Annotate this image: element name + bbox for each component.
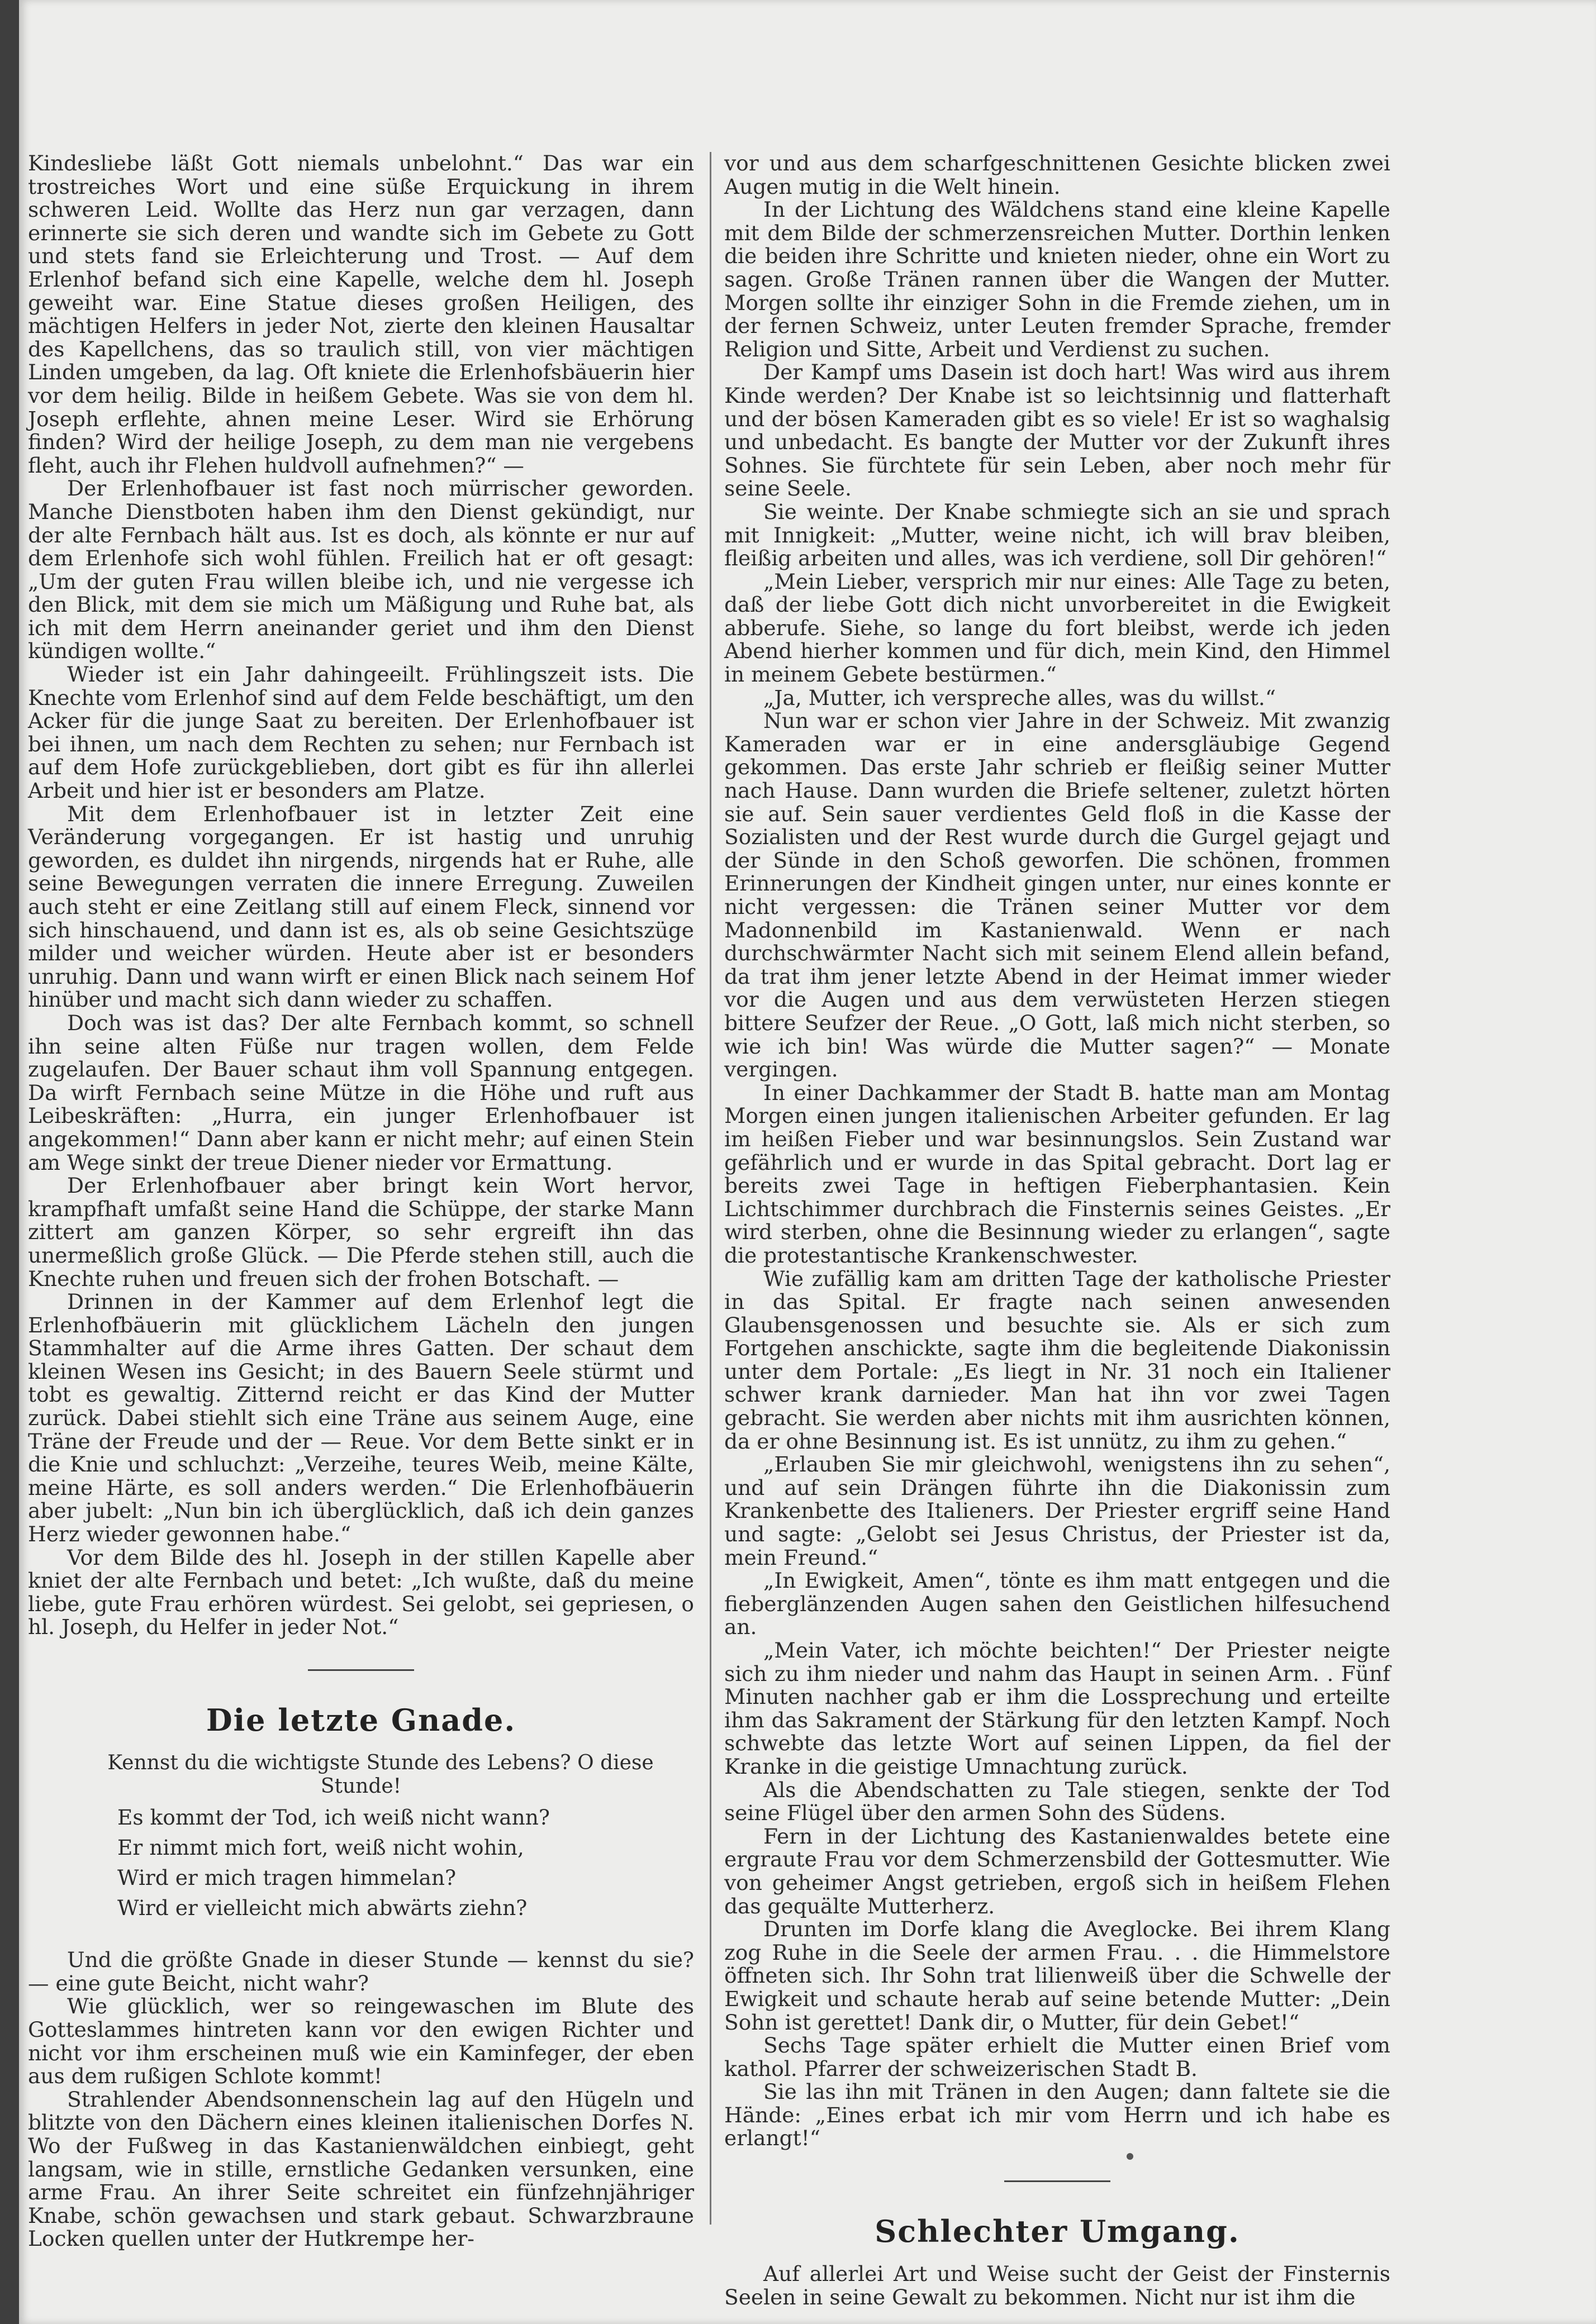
paragraph: Auf allerlei Art und Weise sucht der Geist der Finsternis Seelen in seine Gewalt zu bekommen. Nicht nur ist ihm die [724,2261,1390,2309]
poem-line: Wird er mich tragen himmelan? [117,1865,457,1890]
paragraph: Strahlender Abendsonnenschein lag auf den Hügeln und blitzte von den Dächern eines kleinen italienischen Dorfes N. Wo der Fußweg in das Kastanienwäldchen einbiegt, geht langsam, wie in stille, ernstliche Gedanken versunken, eine arme Frau. An ihrer Seite schreitet ein fünfzehnjähriger Knabe, schön gewachsen und stark gebaut. Schwarzbraune Locken quellen unter der Hutkrempe her- [28,2087,694,2251]
ink-dot [1127,2153,1133,2160]
book-spine [0,0,19,2324]
section-heading: Schlechter Umgang. [875,2213,1240,2250]
paragraph: Doch was ist das? Der alte Fernbach kommt, so schnell ihn seine alten Füße nur tragen wollen, dem Felde zugelaufen. Der Bauer schaut ihm voll Spannung entgegen. Da wirft Fernbach seine Mütze in die Höhe und ruft aus Leibeskräften: „Hurra, ein junger Erlenhofbauer ist angekommen!“ Dann aber kann er nicht mehr; auf einen Stein am Wege sinkt der treue Diener nieder vor Ermattung. [28,1010,694,1175]
paragraph: Wie glücklich, wer so reingewaschen im Blute des Gotteslammes hintreten kann vor den ewigen Richter und nicht vor ihm erscheinen muß wie ein Kaminfeger, der eben aus dem rußigen Schlote kommt! [28,1994,694,2089]
paragraph: Kindesliebe läßt Gott niemals unbelohnt.“ Das war ein trostreiches Wort und eine süße Erquickung in ihrem schweren Leid. Wollte das Herz nun gar verzagen, dann erinnerte sie sich deren und wandte sich im Gebete zu Gott und stets fand sie Erleichterung und Trost. — Auf dem Erlenhof befand sich eine Kapelle, welche dem hl. Joseph geweiht war. Eine Statue dieses großen Heiligen, des mächtigen Helfers in jeder Not, zierte den kleinen Hausaltar des Kapellchens, das so traulich still, von vier mächtigen Linden umgeben, da lag. Oft kniete die Erlenhofsbäuerin hier vor dem heilig. Bilde in heißem Gebete. Was sie von dem hl. Joseph erflehte, ahnen meine Leser. Wird sie Erhörung finden? Wird der heilige Joseph, zu dem man nie vergebens fleht, auch ihr Flehen huldvoll aufnehmen?“ — [28,151,694,478]
section-subtitle: Kennst du die wichtigste Stunde des Lebens? O diese Stunde! [107,1751,654,1798]
poem-line: Es kommt der Tod, ich weiß nicht wann? [117,1805,550,1830]
paragraph: Der Erlenhofbauer aber bringt kein Wort hervor, krampfhaft umfaßt seine Hand die Schüppe, der starke Mann zittert am ganzen Körper, so sehr ergreift ihn das unermeßlich große Glück. — Die Pferde stehen still, auch die Knechte ruhen und freuen sich der frohen Botschaft. — [28,1173,694,1291]
section-heading: Die letzte Gnade. [206,1702,516,1738]
paragraph: Nun war er schon vier Jahre in der Schweiz. Mit zwanzig Kameraden war er in eine andersgläubige Gegend gekommen. Das erste Jahr schrieb er fleißig seiner Mutter nach Hause. Dann wurden die Briefe seltener, zuletzt hörten sie auf. Sein sauer verdientes Geld floß in die Kasse der Sozialisten und der Rest wurde durch die Gurgel gejagt und der Sünde in den Schoß geworfen. Die schönen, frommen Erinnerungen der Kindheit gingen unter, nur eines konnte er nicht vergessen: die Tränen seiner Mutter vor dem Madonnenbild im Kastanienwald. Wenn er nach durchschwärmter Nacht sich mit seinem Elend allein befand, da trat ihm jener letzte Abend in der Heimat immer wieder vor die Augen und aus dem verwüsteten Herzen stiegen bittere Seufzer der Reue. „O Gott, laß mich nicht sterben, so wie ich bin! Was würde die Mutter sagen?“ — Monate vergingen. [724,708,1390,1082]
paragraph: In einer Dachkammer der Stadt B. hatte man am Montag Morgen einen jungen italienischen Arbeiter gefunden. Er lag im heißen Fieber und war besinnungslos. Sein Zustand war gefährlich und er wurde in das Spital gebracht. Dort lag er bereits zwei Tage in heftigen Fieberphantasien. Kein Lichtschimmer durchbrach die Finsternis seines Geistes. „Er wird sterben, ohne die Besinnung wieder zu erlangen“, sagte die protestantische Krankenschwester. [724,1080,1390,1268]
paragraph: Vor dem Bilde des hl. Joseph in der stillen Kapelle aber kniet der alte Fernbach und betet: „Ich wußte, daß du meine liebe, gute Frau erhören würdest. Sei gelobt, sei gepriesen, o hl. Joseph, du Helfer in jeder Not.“ [28,1545,694,1640]
paragraph: Drunten im Dorfe klang die Aveglocke. Bei ihrem Klang zog Ruhe in die Seele der armen Frau. . . die Himmelstore öffneten sich. Ihr Sohn trat lilienweiß über die Schwelle der Ewigkeit und schaute herab auf seine betende Mutter: „Dein Sohn ist gerettet! Dank dir, o Mutter, für dein Gebet!“ [724,1917,1390,2035]
paragraph: Als die Abendschatten zu Tale stiegen, senkte der Tod seine Flügel über den armen Sohn des Südens. [724,1777,1390,1826]
paragraph: Der Erlenhofbauer ist fast noch mürrischer geworden. Manche Dienstboten haben ihm den Dienst gekündigt, nur der alte Fernbach hält aus. Ist es doch, als könnte er nur auf dem Erlenhofe sich wohl fühlen. Freilich hat er oft gesagt: „Um der guten Frau willen bleibe ich, und nie vergesse ich den Blick, mit dem sie mich um Mäßigung und Ruhe bat, als ich mit dem Herrn aneinander geriet und ihm den Dienst kündigen wollte.“ [28,476,694,664]
paragraph: vor und aus dem scharfgeschnittenen Gesichte blicken zwei Augen mutig in die Welt hinein. [724,151,1390,199]
paragraph: „Mein Lieber, versprich mir nur eines: Alle Tage zu beten, daß der liebe Gott dich nicht unvorbereitet in die Ewigkeit abberufe. Siehe, so lange du fort bleibst, werde ich jeden Abend hierher kommen und für dich, mein Kind, den Himmel in meinem Gebete bestürmen.“ [724,569,1390,687]
section-separator [1004,2180,1110,2182]
paragraph: Sie weinte. Der Knabe schmiegte sich an sie und sprach mit Innigkeit: „Mutter, weine nicht, ich will brav bleiben, fleißig arbeiten und alles, was ich verdiene, soll Dir gehören!“ [724,499,1390,571]
paragraph: Sechs Tage später erhielt die Mutter einen Brief vom kathol. Pfarrer der schweizerischen Stadt B. [724,2033,1390,2081]
paragraph: Drinnen in der Kammer auf dem Erlenhof legt die Erlenhofbäuerin mit glücklichem Lächeln den jungen Stammhalter auf die Arme ihres Gatten. Der schaut dem kleinen Wesen ins Gesicht; in des Bauern Seele stürmt und tobt es gewaltig. Zitternd reicht er das Kind der Mutter zurück. Dabei stiehlt sich eine Träne aus seinem Auge, eine Träne der Freude und der — Reue. Vor dem Bette sinkt er in die Knie und schluchzt: „Verzeihe, teures Weib, meine Kälte, meine Härte, es soll anders werden.“ Die Erlenhofbäuerin aber jubelt: „Nun bin ich überglücklich, daß ich dein ganzes Herz wieder gewonnen habe.“ [28,1289,694,1547]
paragraph: „Mein Vater, ich möchte beichten!“ Der Priester neigte sich zu ihm nieder und nahm das Haupt in seinen Arm. . Fünf Minuten nachher gab er ihm die Lossprechung und erteilte ihm das Sakrament der Stärkung für den letzten Kampf. Noch schwebte das letzte Wort auf seinen Lippen, da fiel der Kranke in die geistige Umnachtung zurück. [724,1638,1390,1779]
paragraph: Und die größte Gnade in dieser Stunde — kennst du sie? — eine gute Beicht, nicht wahr? [28,1947,694,1996]
poem-line: Wird er vielleicht mich abwärts ziehn? [117,1896,528,1921]
paragraph: „In Ewigkeit, Amen“, tönte es ihm matt entgegen und die fieberglänzenden Augen sahen den Geistlichen hilfesuchend an. [724,1568,1390,1640]
paragraph: In der Lichtung des Wäldchens stand eine kleine Kapelle mit dem Bilde der schmerzensreichen Mutter. Dorthin lenken die beiden ihre Schritte und knieten nieder, ohne ein Wort zu sagen. Große Tränen rannen über die Wangen der Mutter. Morgen sollte ihr einziger Sohn in die Fremde ziehen, um in der fernen Schweiz, unter Leuten fremder Sprache, fremder Religion und Sitte, Arbeit und Verdienst zu suchen. [724,197,1390,361]
column-divider [710,152,711,2225]
paragraph: „Erlauben Sie mir gleichwohl, wenigstens ihn zu sehen“, und auf sein Drängen führte ihn die Diakonissin zum Krankenbette des Italieners. Der Priester ergriff seine Hand und sagte: „Gelobt sei Jesus Christus, der Priester ist da, mein Freund.“ [724,1452,1390,1570]
paragraph: Mit dem Erlenhofbauer ist in letzter Zeit eine Veränderung vorgegangen. Er ist hastig und unruhig geworden, es duldet ihn nirgends, nirgends hat er Ruhe, alle seine Bewegungen verraten die innere Erregung. Zuweilen auch steht er eine Zeitlang still auf einem Fleck, sinnend vor sich hinschauend, und dann ist es, als ob seine Gesichtszüge milder und weicher würden. Heute aber ist er besonders unruhig. Dann und wann wirft er einen Blick nach seinem Hof hinüber und macht sich dann wieder zu schaffen. [28,801,694,1012]
paragraph: Der Kampf ums Dasein ist doch hart! Was wird aus ihrem Kinde werden? Der Knabe ist so leichtsinnig und flatterhaft und der bösen Kameraden gibt es so viele! Er ist so waghalsig und unbedacht. Es bangte der Mutter vor der Zukunft ihres Sohnes. Sie fürchtete für sein Leben, aber noch mehr für seine Seele. [724,360,1390,501]
paragraph: Wie zufällig kam am dritten Tage der katholische Priester in das Spital. Er fragte nach seinen anwesenden Glaubensgenossen und besuchte sie. Als er sich zum Fortgehen anschickte, sagte ihm die begleitende Diakonissin unter dem Portale: „Es liegt in Nr. 31 noch ein Italiener schwer krank darnieder. Man hat ihn vor zwei Tagen gebracht. Sie werden aber nichts mit ihm ausrichten können, da er ohne Besinnung ist. Es ist unnütz, zu ihm zu gehen.“ [724,1266,1390,1454]
page [19,0,1596,2324]
paragraph: „Ja, Mutter, ich verspreche alles, was du willst.“ [763,685,1276,710]
poem [117,1802,694,1923]
paragraph: Wieder ist ein Jahr dahingeeilt. Frühlingszeit ists. Die Knechte vom Erlenhof sind auf dem Felde beschäftigt, um den Acker für die junge Saat zu bereiten. Der Erlenhofbauer ist bei ihnen, um nach dem Rechten zu sehen; nur Fernbach ist auf dem Hofe zurückgeblieben, dort gibt es für ihn allerlei Arbeit und hier ist er besonders am Platze. [28,662,694,803]
poem-line: Er nimmt mich fort, weiß nicht wohin, [117,1835,524,1860]
paragraph: Sie las ihn mit Tränen in den Augen; dann faltete sie die Hände: „Eines erbat ich mir vom Herrn und ich habe es erlangt!“ [724,2079,1390,2151]
paragraph: Fern in der Lichtung des Kastanienwaldes betete eine ergraute Frau vor dem Schmerzensbild der Gottesmutter. Wie von geheimer Angst getrieben, ergoß sich in heißem Flehen das gequälte Mutterherz. [724,1823,1390,1918]
section-separator [308,1669,414,1671]
right-column [724,152,1390,2309]
left-column [28,152,694,2251]
